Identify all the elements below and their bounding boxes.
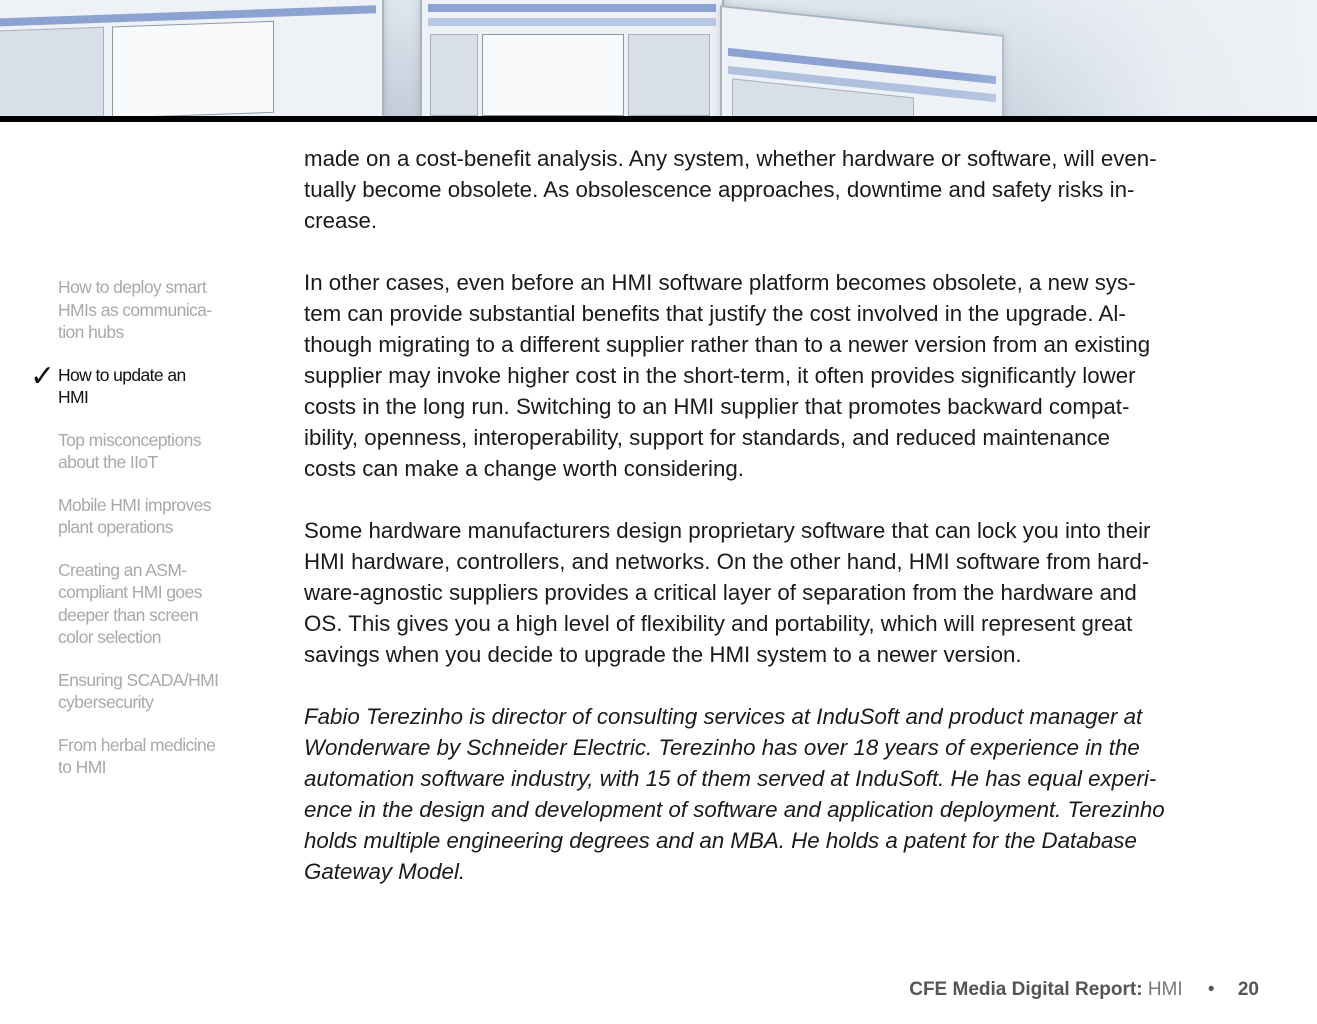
sidebar-item-label: How to deploy smart HMIs as communica- tion hubs — [58, 277, 212, 342]
sidebar-item-label: Ensuring SCADA/HMI cybersecurity — [58, 669, 219, 712]
sidebar-item-herbal-medicine[interactable] — [30, 734, 235, 779]
monitor-graphic — [420, 0, 724, 116]
article-paragraph: Some hardware manufacturers design proprietary software that can lock you into their HMI hardware, controllers, and networks. On the other hand, HMI software from hard- ware-agnostic suppliers provides a critical layer of separation from the hardware and OS. This gives you a high level of flexibility and portability, which will represent great savings when you decide to upgrade the HMI system to a newer version. — [304, 518, 1151, 667]
author-bio: Fabio Terezinho is director of consulting services at InduSoft and product manager at Wonderware by Schneider Electric. Terezinho has over 18 years of experience in the automation software industry, with 15 of them served at InduSoft. He has equal experi- ence in the design and development of software and application deployment. Terezinho holds multiple engineering degrees and an MBA. He holds a patent for the Database Gateway Model. — [304, 704, 1165, 884]
sidebar-item-deploy-smart-hmis[interactable] — [30, 276, 235, 344]
header-divider — [0, 116, 1317, 122]
publication-name: CFE Media Digital Report: — [909, 979, 1143, 1000]
sidebar-item-iiot-misconceptions[interactable] — [30, 429, 235, 474]
sidebar-item-scada-cybersecurity[interactable] — [30, 669, 235, 714]
monitor-graphic — [0, 0, 384, 116]
article-paragraph: made on a cost-benefit analysis. Any system, whether hardware or software, will even- tually become obsolete. As obsolescence approaches, downtime and safety risks in- crease. — [304, 146, 1157, 233]
page-number: 20 — [1237, 979, 1259, 1000]
sidebar-nav — [30, 276, 235, 799]
sidebar-item-label: Top misconceptions about the IIoT — [58, 429, 201, 472]
article-body — [304, 143, 1274, 918]
report-topic: HMI — [1147, 979, 1183, 1000]
footer-separator: • — [1207, 979, 1215, 1000]
page-footer — [909, 978, 1259, 1002]
sidebar-item-label: How to update an HMI — [58, 364, 186, 407]
header-banner-image — [0, 0, 1317, 116]
sidebar-item-mobile-hmi[interactable] — [30, 494, 235, 539]
checkmark-icon: ✓ — [30, 358, 55, 394]
sidebar-item-label: From herbal medicine to HMI — [58, 734, 216, 777]
sidebar-item-label: Creating an ASM- compliant HMI goes deeper than screen color selection — [58, 559, 202, 647]
sidebar-item-asm-compliant-hmi[interactable] — [30, 559, 235, 649]
article-paragraph: In other cases, even before an HMI software platform becomes obsolete, a new sys- tem can provide substantial benefits that justify the cost involved in the upgrade. Al- though migrating to a different supplier rather than to a newer version from an existing supplier may invoke higher cost in the short-term, it often provides significantly lower costs in the long run. Switching to an HMI supplier that promotes backward compat- ibility, openness, interoperability, support for standards, and reduced maintenance costs can make a change worth considering. — [304, 270, 1151, 481]
sidebar-item-label: Mobile HMI improves plant operations — [58, 494, 211, 537]
sidebar-item-update-hmi[interactable] — [30, 358, 235, 409]
